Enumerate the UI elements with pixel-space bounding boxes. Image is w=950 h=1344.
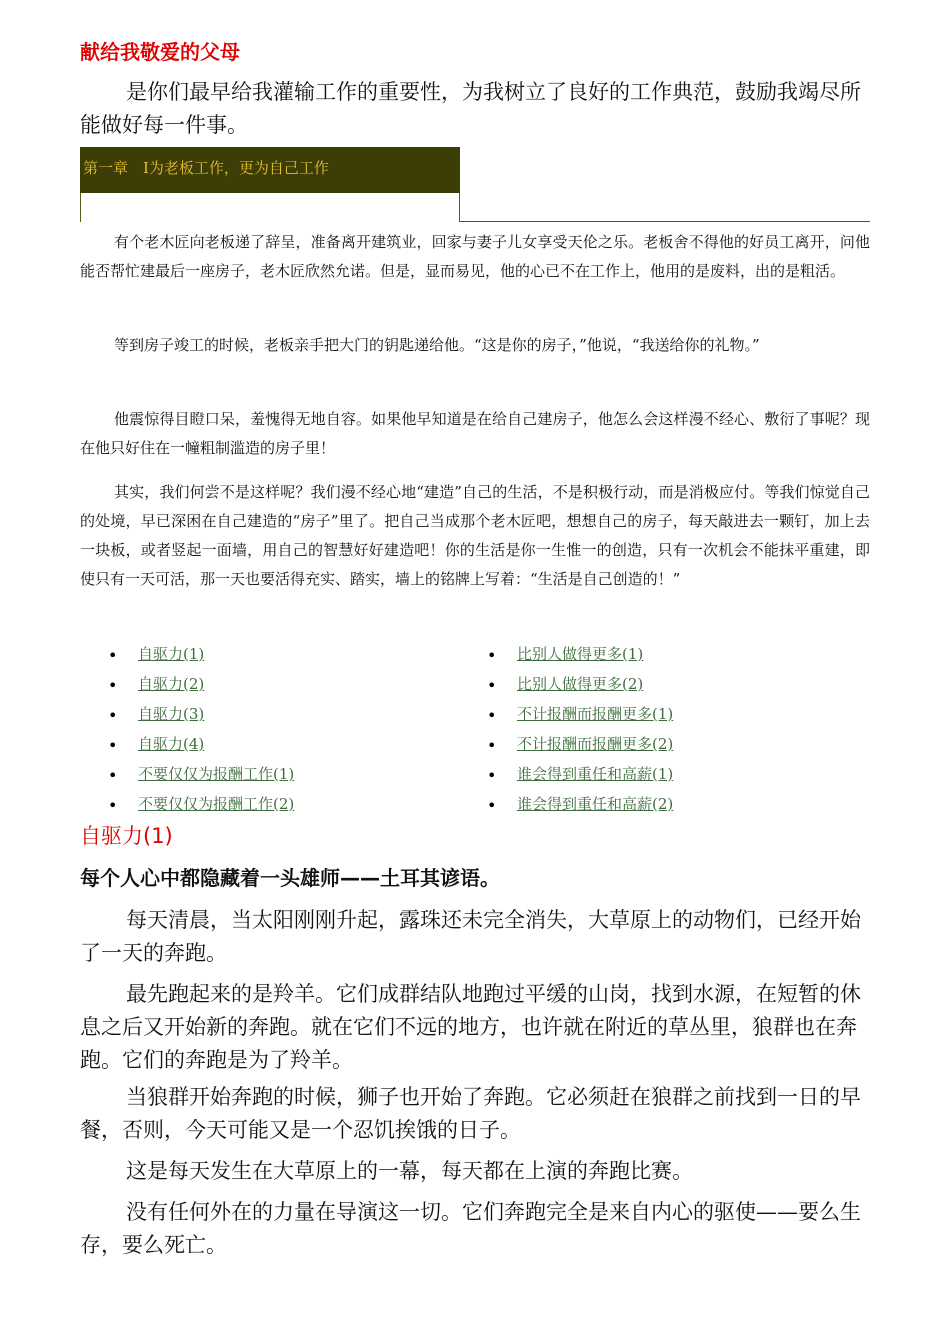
bullet-icon: • xyxy=(108,736,118,755)
chapter-paragraph: 等到房子竣工的时候，老板亲手把大门的钥匙递给他。“这是你的房子，”他说，“我送给你的礼物。” xyxy=(114,336,760,354)
toc-link[interactable]: 不要仅仅为报酬工作(2) xyxy=(138,795,295,813)
bullet-icon: • xyxy=(487,736,497,755)
toc-item xyxy=(487,763,673,793)
chapter-paragraph: 有个老木匠向老板递了辞呈，准备离开建筑业，回家与妻子儿女享受天伦之乐。老板舍不得他的好员工离开，问他能否帮忙建最后一座房子，老木匠欣然允诺。但是，显而易见，他的心已不在工作上，他用的是废料，出的是粗活。 xyxy=(80,233,870,280)
toc-item xyxy=(487,733,673,763)
chapter-paragraph: 他震惊得目瞪口呆，羞愧得无地自容。如果他早知道是在给自己建房子，他怎么会这样漫不经心、敷衍了事呢？现在他只好住在一幢粗制滥造的房子里！ xyxy=(80,410,870,457)
section-paragraph: 这是每天发生在大草原上的一幕，每天都在上演的奔跑比赛。 xyxy=(126,1159,693,1183)
toc-link[interactable]: 不计报酬而报酬更多(2) xyxy=(517,735,674,753)
bullet-icon: • xyxy=(487,706,497,725)
bullet-icon: • xyxy=(108,766,118,785)
toc-link[interactable]: 不要仅仅为报酬工作(1) xyxy=(138,765,295,783)
divider xyxy=(80,193,81,222)
toc-item xyxy=(108,793,294,823)
toc-item xyxy=(108,673,294,703)
bullet-icon: • xyxy=(487,676,497,695)
divider xyxy=(459,221,870,222)
bullet-icon: • xyxy=(487,796,497,815)
toc-link[interactable]: 自驱力(3) xyxy=(138,705,205,723)
chapter-paragraph: 其实，我们何尝不是这样呢？我们漫不经心地“建造”自己的生活，不是积极行动，而是消极应付。等我们惊觉自己的处境，早已深困在自己建造的“房子”里了。把自己当成那个老木匠吧，想想自己的房子，每天敲进去一颗钉，加上去一块板，或者竖起一面墙，用自己的智慧好好建造吧！你的生活是你一生惟一的创造，只有一次机会不能抹平重建，即使只有一天可活，那一天也要活得充实、踏实，墙上的铭牌上写着：“生活是自己创造的！” xyxy=(80,483,870,588)
toc-link[interactable]: 自驱力(2) xyxy=(138,675,205,693)
toc-item xyxy=(108,703,294,733)
section-paragraph: 没有任何外在的力量在导演这一切。它们奔跑完全是来自内心的驱使——要么生存，要么死亡。 xyxy=(80,1200,861,1257)
bullet-icon: • xyxy=(108,706,118,725)
toc-item xyxy=(108,733,294,763)
chapter-banner xyxy=(80,147,460,193)
toc-item xyxy=(487,703,673,733)
dedication-text: 是你们最早给我灌输工作的重要性，为我树立了良好的工作典范，鼓励我竭尽所能做好每一件事。 xyxy=(80,80,861,137)
dedication-title: 献给我敬爱的父母 xyxy=(80,40,240,64)
bullet-icon: • xyxy=(108,646,118,665)
toc-item xyxy=(487,643,673,673)
section-paragraph: 当狼群开始奔跑的时候，狮子也开始了奔跑。它必须赶在狼群之前找到一日的早餐，否则，今天可能又是一个忍饥挨饿的日子。 xyxy=(80,1085,861,1142)
toc-item xyxy=(108,763,294,793)
toc-link[interactable]: 自驱力(4) xyxy=(138,735,205,753)
toc-link[interactable]: 谁会得到重任和高薪(1) xyxy=(517,765,674,783)
toc-list-right xyxy=(487,643,673,823)
divider xyxy=(459,193,460,222)
toc-link[interactable]: 自驱力(1) xyxy=(138,645,205,663)
section-paragraph: 最先跑起来的是羚羊。它们成群结队地跑过平缓的山岗，找到水源，在短暂的休息之后又开始新的奔跑。就在它们不远的地方，也许就在附近的草丛里，狼群也在奔跑。它们的奔跑是为了羚羊。 xyxy=(80,982,861,1072)
bullet-icon: • xyxy=(487,646,497,665)
toc-link[interactable]: 谁会得到重任和高薪(2) xyxy=(517,795,674,813)
chapter-title: 第一章 Ⅰ为老板工作，更为自己工作 xyxy=(83,159,329,177)
section-proverb: 每个人心中都隐藏着一头雄师——土耳其谚语。 xyxy=(80,866,500,890)
toc-link[interactable]: 比别人做得更多(1) xyxy=(517,645,644,663)
bullet-icon: • xyxy=(487,766,497,785)
bullet-icon: • xyxy=(108,676,118,695)
section-paragraph: 每天清晨，当太阳刚刚升起，露珠还未完全消失，大草原上的动物们，已经开始了一天的奔跑。 xyxy=(80,908,861,965)
toc-link[interactable]: 不计报酬而报酬更多(1) xyxy=(517,705,674,723)
toc-link[interactable]: 比别人做得更多(2) xyxy=(517,675,644,693)
toc-item xyxy=(487,793,673,823)
bullet-icon: • xyxy=(108,796,118,815)
toc-list-left xyxy=(108,643,294,823)
toc-item xyxy=(487,673,673,703)
section-title: 自驱力(1) xyxy=(80,824,173,848)
toc-item xyxy=(108,643,294,673)
